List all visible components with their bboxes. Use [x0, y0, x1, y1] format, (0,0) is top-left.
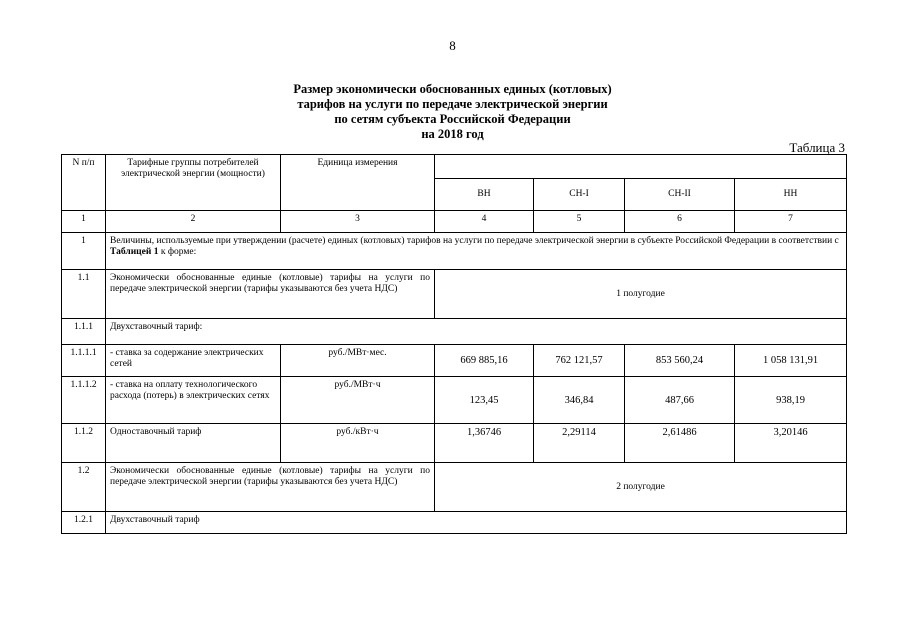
row-number: 1.1.1.2 [62, 377, 106, 424]
table-row [62, 463, 847, 512]
value-cell: 487,66 [625, 377, 735, 424]
value-cell: 938,19 [735, 377, 847, 424]
row-label: Двухставочный тариф: [106, 319, 847, 345]
table-label: Таблица 3 [789, 140, 845, 155]
period-cell: 1 полугодие [435, 270, 847, 319]
table-row [62, 345, 847, 377]
header-num: N п/п [62, 155, 106, 211]
row-text-part: Величины, используемые при утверждении (расчете) единых (котловых) тарифов на услуги по передаче электрической энергии в субъекте Российской Федерации в соответствии с [110, 236, 839, 246]
value-cell: 2,29114 [534, 424, 625, 463]
row-number: 1 [62, 233, 106, 270]
row-label: Одноставочный тариф [106, 424, 281, 463]
tariff-table [61, 154, 847, 534]
header-level-sn2: СН-II [625, 179, 735, 211]
header-levels-group [435, 155, 847, 179]
row-label: - ставка на оплату технологического расхода (потерь) в электрических сетях [106, 377, 281, 424]
index-row [62, 211, 847, 233]
table-row [62, 270, 847, 319]
document-title [0, 82, 905, 142]
value-cell: 1 058 131,91 [735, 345, 847, 377]
table-row [62, 424, 847, 463]
unit-cell: руб./МВт·мес. [281, 345, 435, 377]
index-cell: 7 [735, 211, 847, 233]
index-cell: 5 [534, 211, 625, 233]
table-row [62, 377, 847, 424]
title-line: Размер экономически обоснованных единых (котловых) [293, 82, 612, 96]
value-cell: 669 885,16 [435, 345, 534, 377]
row-number: 1.2 [62, 463, 106, 512]
row-label: Двухставочный тариф [106, 512, 847, 534]
title-line: тарифов на услуги по передаче электрической энергии [297, 97, 608, 111]
value-cell: 3,20146 [735, 424, 847, 463]
row-label: Экономически обоснованные единые (котловые) тарифы на услуги по передаче электрической энергии (тарифы указываются без учета НДС) [106, 463, 435, 512]
table-reference: Таблицей 1 [110, 247, 159, 257]
value-cell: 762 121,57 [534, 345, 625, 377]
row-number: 1.1.1 [62, 319, 106, 345]
row-label: Экономически обоснованные единые (котловые) тарифы на услуги по передаче электрической энергии (тарифы указываются без учета НДС) [106, 270, 435, 319]
row-number: 1.1.2 [62, 424, 106, 463]
row-number: 1.1.1.1 [62, 345, 106, 377]
table-row [62, 512, 847, 534]
row-label: - ставка за содержание электрических сетей [106, 345, 281, 377]
value-cell: 346,84 [534, 377, 625, 424]
header-level-nn: НН [735, 179, 847, 211]
index-cell: 3 [281, 211, 435, 233]
period-cell: 2 полугодие [435, 463, 847, 512]
unit-cell: руб./кВт·ч [281, 424, 435, 463]
index-cell: 4 [435, 211, 534, 233]
page-number: 8 [449, 38, 456, 53]
row-text [106, 233, 847, 270]
value-cell: 2,61486 [625, 424, 735, 463]
index-cell: 1 [62, 211, 106, 233]
table-row [62, 233, 847, 270]
header-level-vn: ВН [435, 179, 534, 211]
value-cell: 853 560,24 [625, 345, 735, 377]
row-number: 1.2.1 [62, 512, 106, 534]
row-text-part: к форме: [158, 247, 197, 257]
header-level-sn1: СН-I [534, 179, 625, 211]
title-line: по сетям субъекта Российской Федерации [334, 112, 571, 126]
index-cell: 2 [106, 211, 281, 233]
table-row [62, 319, 847, 345]
index-cell: 6 [625, 211, 735, 233]
header-row [62, 155, 847, 179]
header-groups: Тарифные группы потребителей электрической энергии (мощности) [106, 155, 281, 211]
header-unit: Единица измерения [281, 155, 435, 211]
value-cell: 123,45 [435, 377, 534, 424]
row-number: 1.1 [62, 270, 106, 319]
title-line: на 2018 год [421, 127, 484, 141]
unit-cell: руб./МВт·ч [281, 377, 435, 424]
value-cell: 1,36746 [435, 424, 534, 463]
